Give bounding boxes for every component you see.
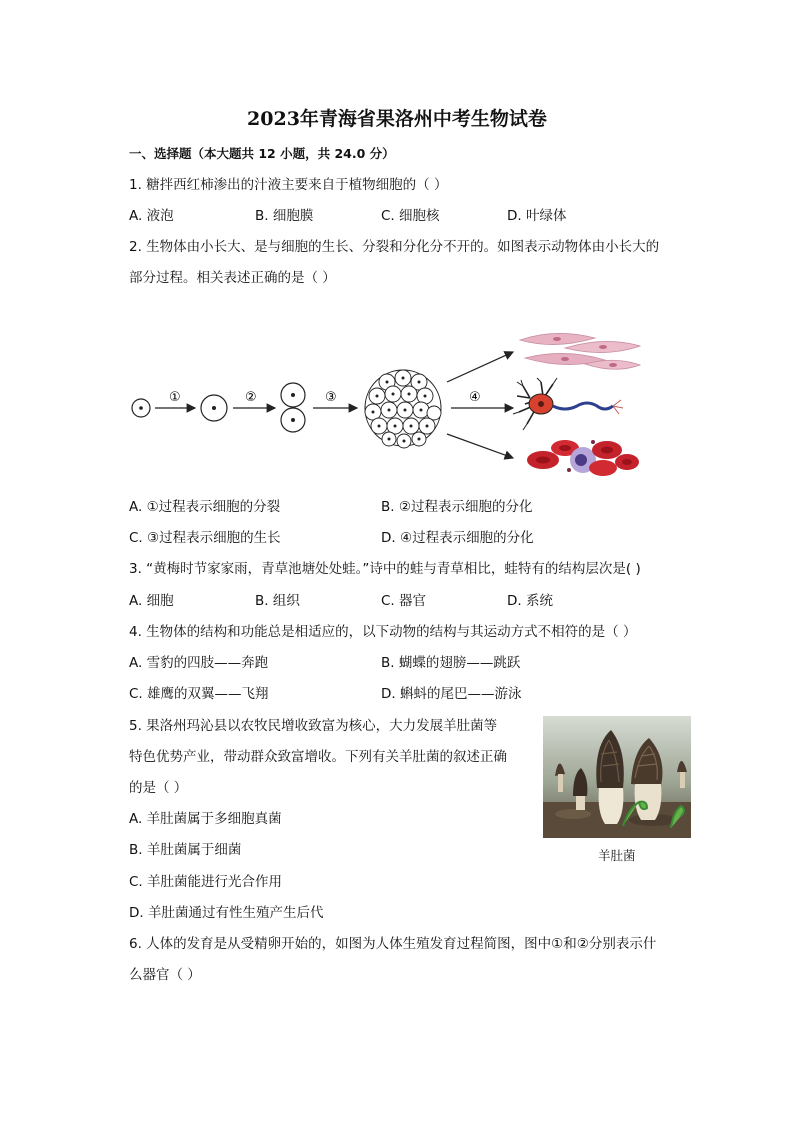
step-label-4: ④ (469, 390, 481, 405)
arrow-to-blood-cells (447, 434, 513, 458)
question-1-option-c: C. 细胞核 (381, 208, 440, 224)
question-2-option-b: B. ②过程表示细胞的分化 (381, 499, 533, 515)
morel-mushroom-photo (543, 716, 691, 838)
section-heading: 一、选择题（本大题共 12 小题，共 24.0 分） (129, 146, 395, 161)
question-3-stem: 3. “黄梅时节家家雨，青草池塘处处蛙。”诗中的蛙与青草相比，蛙特有的结构层次是( ) (129, 561, 641, 577)
arrow-to-muscle-cells (447, 352, 513, 382)
question-3-option-b: B. 组织 (255, 593, 300, 609)
step-label-1: ① (169, 390, 181, 405)
page-title: 2023年青海省果洛州中考生物试卷 (247, 108, 547, 130)
blood-cells-icon (527, 440, 639, 476)
question-5-option-a: A. 羊肚菌属于多细胞真菌 (129, 811, 282, 827)
question-4-option-c: C. 雄鹰的双翼——飞翔 (129, 686, 269, 702)
question-2-stem-line-1: 2. 生物体由小长大、是与细胞的生长、分裂和分化分不开的。如图表示动物体由小长大的 (129, 239, 660, 255)
grown-cell-icon (201, 395, 227, 421)
muscle-cells-icon (520, 333, 640, 369)
cell-cluster-icon (365, 370, 441, 448)
step-label-2: ② (245, 390, 257, 405)
question-4-option-b: B. 蝴蝶的翅膀——跳跃 (381, 655, 521, 671)
question-2-option-d: D. ④过程表示细胞的分化 (381, 530, 534, 546)
question-4-stem: 4. 生物体的结构和功能总是相适应的，以下动物的结构与其运动方式不相符的是（ ） (129, 624, 637, 640)
question-3-option-d: D. 系统 (507, 593, 553, 609)
question-3-option-a: A. 细胞 (129, 593, 174, 609)
question-6-stem-line-1: 6. 人体的发育是从受精卵开始的，如图为人体生殖发育过程简图，图中①和②分别表示什 (129, 936, 657, 952)
cell-development-diagram (125, 320, 645, 490)
question-5-stem-line-1: 5. 果洛州玛沁县以农牧民增收致富为核心，大力发展羊肚菌等 (129, 718, 498, 734)
question-5-option-c: C. 羊肚菌能进行光合作用 (129, 874, 283, 890)
question-5-option-d: D. 羊肚菌通过有性生殖产生后代 (129, 905, 324, 921)
question-4-option-a: A. 雪豹的四肢——奔跑 (129, 655, 269, 671)
divided-cells-icon (281, 383, 305, 432)
question-2-stem-line-2: 部分过程。相关表述正确的是（ ） (129, 270, 336, 286)
question-5-option-b: B. 羊肚菌属于细菌 (129, 842, 242, 858)
question-1-stem: 1. 糖拌西红柿渗出的汁液主要来自于植物细胞的（ ） (129, 177, 448, 193)
step-label-3: ③ (325, 390, 337, 405)
question-2-option-a: A. ①过程表示细胞的分裂 (129, 499, 281, 515)
question-6-stem-line-2: 么器官（ ） (129, 967, 201, 983)
question-1-option-a: A. 液泡 (129, 208, 174, 224)
photo-caption: 羊肚菌 (598, 848, 636, 863)
question-3-option-c: C. 器官 (381, 593, 427, 609)
neuron-icon (513, 378, 623, 430)
question-4-option-d: D. 蝌蚪的尾巴——游泳 (381, 686, 522, 702)
question-5-stem-line-2: 特色优势产业，带动群众致富增收。下列有关羊肚菌的叙述正确 (129, 749, 507, 765)
question-1-option-b: B. 细胞膜 (255, 208, 314, 224)
question-2-option-c: C. ③过程表示细胞的生长 (129, 530, 281, 546)
question-5-stem-line-3: 的是（ ） (129, 780, 188, 796)
question-1-option-d: D. 叶绿体 (507, 208, 567, 224)
zygote-cell-icon (132, 399, 150, 417)
